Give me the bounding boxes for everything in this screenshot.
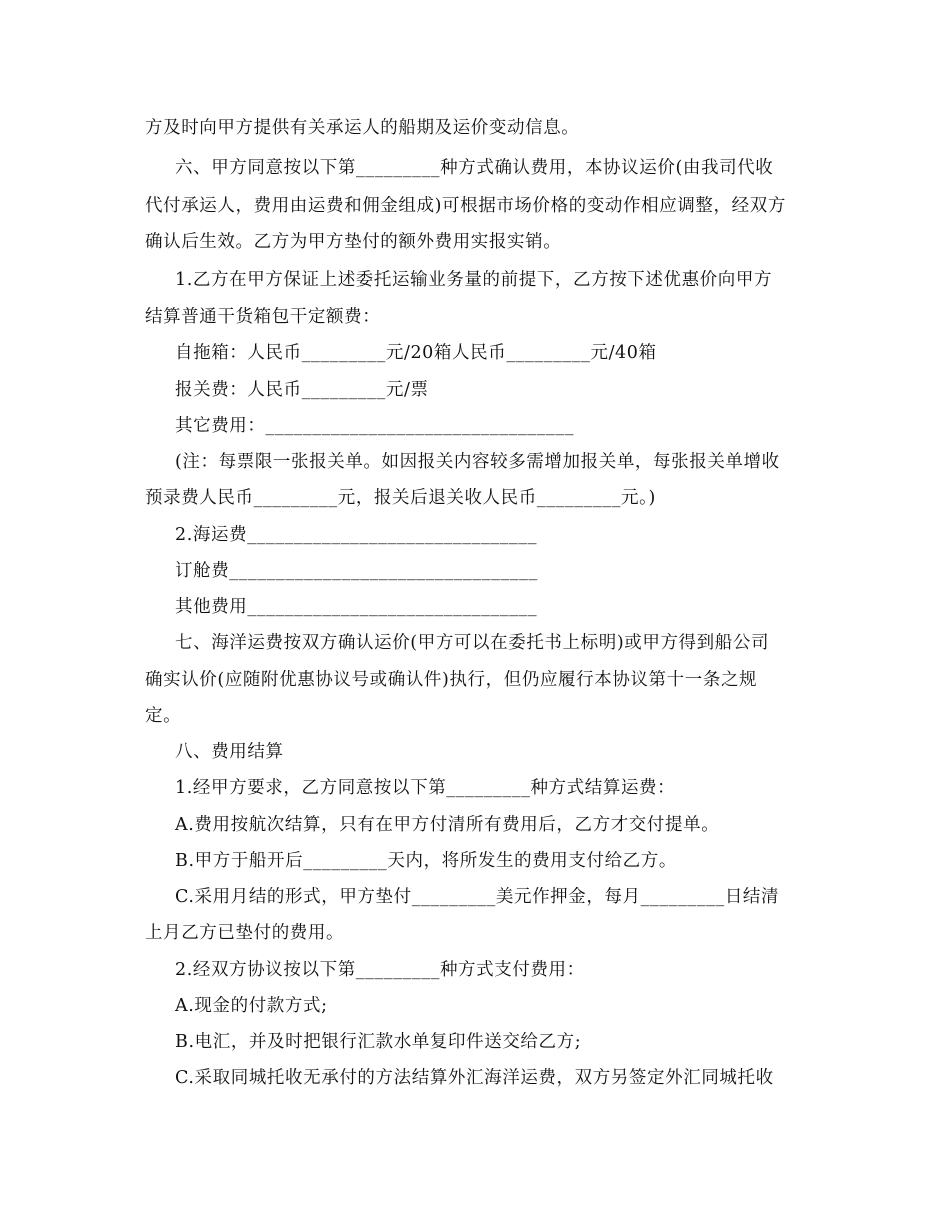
text-line: (注：每票限一张报关单。如因报关内容较多需增加报关单，每张报关单增收 (175, 452, 780, 472)
text-line: 六、甲方同意按以下第_________种方式确认费用，本协议运价(由我司代收 (175, 158, 774, 178)
text-line: 定。 (145, 706, 182, 726)
text-line: 1.经甲方要求，乙方同意按以下第_________种方式结算运费： (175, 778, 676, 798)
text-line: 确认后生效。乙方为甲方垫付的额外费用实报实销。 (145, 232, 562, 252)
text-line: 自拖箱：人民币_________元/20箱人民币_________元/40箱 (175, 343, 657, 363)
text-line: 确实认价(应随附优惠协议号或确认件)执行，但仍应履行本协议第十一条之规 (145, 670, 758, 690)
text-line: 其它费用：_________________________________ (175, 416, 575, 436)
text-line: 2.经双方协议按以下第_________种方式支付费用： (175, 960, 585, 980)
text-line: 八、费用结算 (175, 742, 284, 762)
text-line: 七、海洋运费按双方确认运价(甲方可以在委托书上标明)或甲方得到船公司 (175, 633, 770, 653)
text-line: 订舱费_________________________________ (175, 561, 538, 581)
text-line: 1.乙方在甲方保证上述委托运输业务量的前提下，乙方按下述优惠价向甲方 (175, 270, 773, 290)
text-line: A.费用按航次结算，只有在甲方付清所有费用后，乙方才交付提单。 (175, 815, 720, 835)
text-line: 预录费人民币_________元，报关后退关收人民币_________元。) (145, 488, 656, 508)
text-line: 上月乙方已垫付的费用。 (145, 923, 345, 943)
text-line: 报关费：人民币_________元/票 (175, 380, 429, 400)
text-line: C.采用月结的形式，甲方垫付_________美元作押金，每月_________日结清 (175, 887, 780, 907)
text-line: 代付承运人，费用由运费和佣金组成)可根据市场价格的变动作相应调整，经双方 (145, 196, 786, 216)
text-line: 方及时向甲方提供有关承运人的船期及运价变动信息。 (145, 118, 580, 138)
text-line: B.甲方于船开后_________天内，将所发生的费用支付给乙方。 (175, 851, 677, 871)
text-line: B.电汇，并及时把银行汇款水单复印件送交给乙方; (175, 1032, 582, 1052)
text-line: A.现金的付款方式; (175, 996, 328, 1016)
text-line: 其他费用_______________________________ (175, 597, 538, 617)
text-line: 结算普通干货箱包干定额费： (145, 307, 381, 327)
text-line: 2.海运费_______________________________ (175, 525, 538, 545)
text-line: C.采取同城托收无承付的方法结算外汇海洋运费，双方另签定外汇同城托收 (175, 1068, 774, 1088)
